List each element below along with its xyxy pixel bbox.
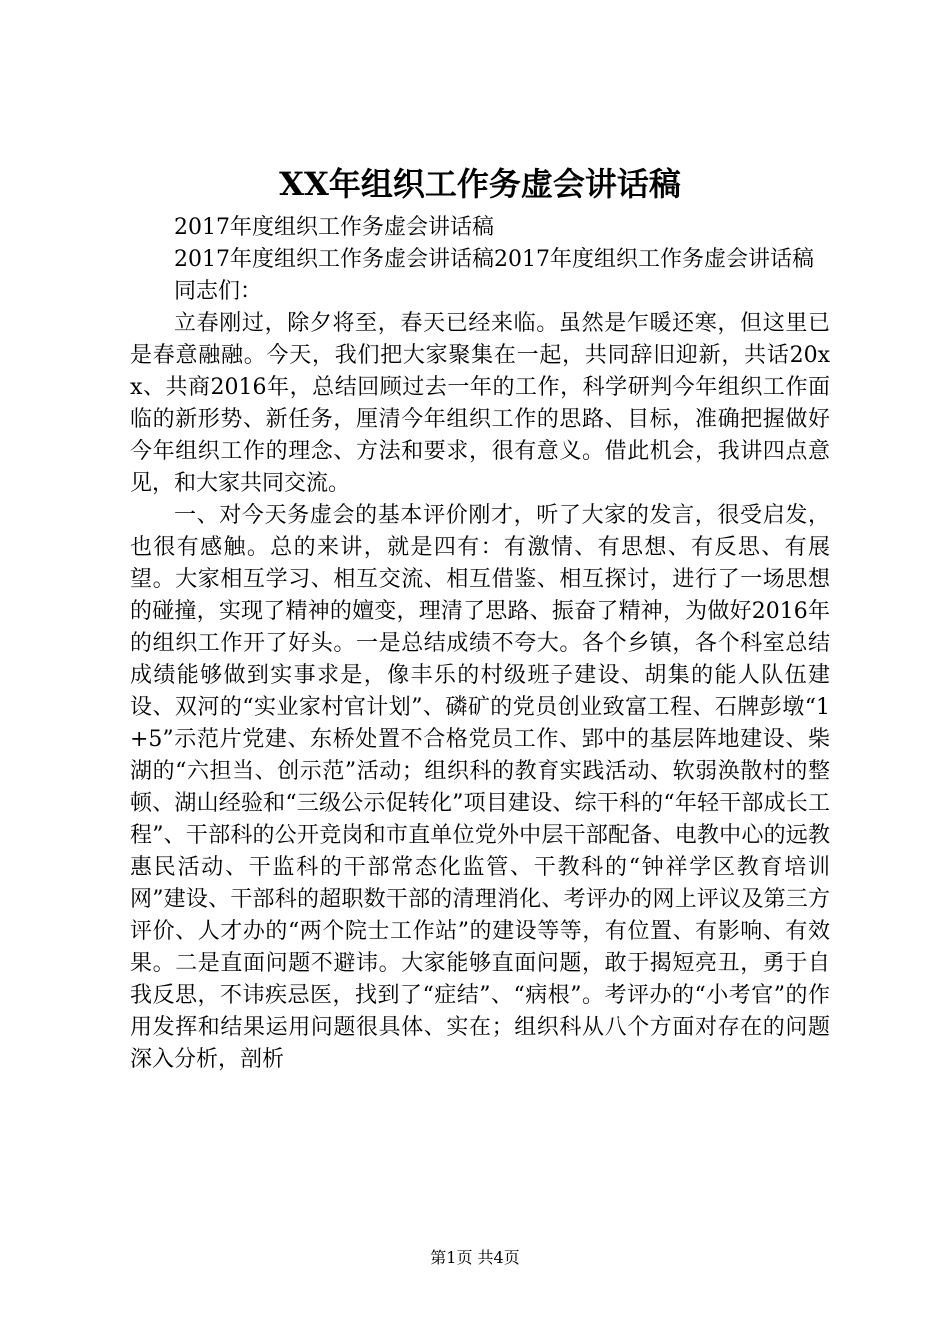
paragraph-subtitle: 2017年度组织工作务虚会讲话稿 [174,215,494,240]
paragraph-repeated-title: 2017年度组织工作务虚会讲话稿2017年度组织工作务虚会讲话稿 [174,247,814,272]
paragraph-section-one: 一、对今天务虚会的基本评价刚才，听了大家的发言，很受启发，也很有感触。总的来讲，就是四有：有激情、有思想、有反思、有展望。大家相互学习、相互交流、相互借鉴、相互探讨，进行了一场思想的碰撞，实现了精神的嬗变，理清了思路、振奋了精神，为做好2016年的组织工作开了好头。一是总结成绩不夸大。各个乡镇，各个科室总结成绩能够做到实事求是，像丰乐的村级班子建设、胡集的能人队伍建设、双河的“实业家村官计划”、磷矿的党员创业致富工程、石牌彭墩“1+5”示范片党建、东桥处置不合格党员工作、郢中的基层阵地建设、柴湖的“六担当、创示范”活动；组织科的教育实践活动、软弱涣散村的整顿、湖山经验和“三级公示促转化”项目建设、综干科的“年轻干部成长工程”、干部科的公开竞岗和市直单位党外中层干部配备、电教中心的远教惠民活动、干监科的干部常态化监管、干教科的“钟祥学区教育培训网”建设、干部科的超职数干部的清理消化、考评办的网上评议及第三方评价、人才办的“两个院士工作站”的建设等等，有位置、有影响、有效果。二是直面问题不避讳。大家能够直面问题，敢于揭短亮丑，勇于自我反思，不讳疾忌医，找到了“症结”、“病根”。考评办的“小考官”的作用发挥和结果运用问题很具体、实在；组织科从八个方面对存在的问题深入分析，剖析 [130,503,830,1072]
page-number-footer: 第1页 共4页 [430,1248,520,1267]
document-title: XX年组织工作务虚会讲话稿 [279,165,681,203]
paragraph-salutation: 同志们： [174,279,263,304]
paragraph-opening: 立春刚过，除夕将至，春天已经来临。虽然是乍暖还寒，但这里已是春意融融。今天，我们把大家聚集在一起，共同辞旧迎新，共话20xx、共商2016年，总结回顾过去一年的工作，科学研判今年组织工作面临的新形势、新任务，厘清今年组织工作的思路、目标，准确把握做好今年组织工作的理念、方法和要求，很有意义。借此机会，我讲四点意见，和大家共同交流。 [130,311,830,496]
document-body [130,160,830,1076]
